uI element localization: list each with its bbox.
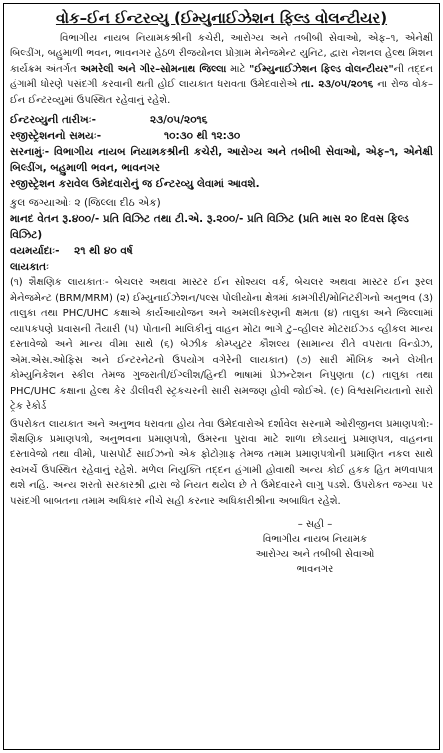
age-row xyxy=(10,243,433,259)
signature-block xyxy=(210,517,420,577)
intro-text-1: વિભાગીય નાયબ નિયામકશ્રીની કચેરી, આરોગ્ય અને તબીબી સેવાઓ, એફ–૧, એનેક્ષી બિલ્ડીંગ, બહુમાળી ભવન, ભાવનગર હેઠળ રીજયોનલ પ્રોગ્રામ મેનેજમેન્ટ યુનિટ, દ્વારા નેશનલ હેલ્થ મિશન કાર્યક્રમ અંતર્ગત xyxy=(10,33,433,75)
address-block xyxy=(10,144,433,192)
job-notice xyxy=(3,3,440,750)
signature-mark: – સહી – xyxy=(297,518,333,530)
address-note: રજીસ્ટ્રેશન કરાવેલ ઉમેદવારોનું જ ઈન્ટરવ્યુ લેવામાં આવશે. xyxy=(10,178,260,191)
age-value: ૨૧ થી ૪૦ વર્ષ xyxy=(74,245,133,258)
intro-text-2: માટે xyxy=(226,63,250,75)
qualifications-text: (૧) શૈક્ષણિક લાયકાતઃ- બેચલર અથવા માસ્ટર ઈન સોશ્યલ વર્ક, બેચલર અથવા માસ્ટર ઈન રૂરલ મેનેજમેન્ટ (BRM/MRM) (૨) ઈમ્યુનાઈઝેશન/પલ્સ પોલીયોના ક્ષેત્રમાં કામગીરી/મોનિટરીંગનો અનુભવ (૩) તાલુકા તથા PHC/UHC કક્ષાએ કાર્યઆયોજન અને અમલીકરણની ક્ષમતા (૪) તાલુકા અને જિલ્લામાં વ્યાપકપણે પ્રવાસની તૈયારી (૫) પોતાની માલિકીનું વાહન મોટા ભાગે ટુ–વ્હીલર મોટરાઈઝ્ડ વ્હીકલ માન્ય દસ્તાવેજો અને માન્ય વીમા સાથે (૬) બેઝીક કોમ્પ્યુટર કૌશલ્ય (સામાન્ય રીતે વપરાતા વિન્ડોઝ, એમ.એસ.ઓફિસ અને ઈન્ટરનેટનો ઉપયોગ વગેરેની લાયકાત) (૭) સારી મૌખિક અને લેખીત કોમ્યુનિકેશન સ્કીલ તેમજ ગુજરાતી/ઈંગ્લીશ/હિન્દી ભાષામાં પ્રેઝન્ટેશન નિપુણતા (૮) તાલુકા તથા PHC/UHC કક્ષાના હેલ્થ કેર ડીલીવરી સ્ટ્રકચરની સારી સમજણ હોવી જોઈએ. (૯) વિશ્વસનિયતાનો સારો ટ્રેક રેકોર્ડ xyxy=(10,277,433,413)
intro-text-3: ની તદ્દન હંગામી ધોરણે પસંદગી કરવાની થતી હોઈ લાયકાત ધરાવતા ઉમેદવારોએ xyxy=(10,63,433,91)
registration-time-value: ૧૦:૩૦ થી ૧૨:૩૦ xyxy=(164,130,241,143)
interview-date-value: ૨૩/૦૫/૨૦૧૬ xyxy=(150,114,208,127)
interview-date-row xyxy=(10,112,433,128)
posts-row xyxy=(10,195,433,211)
signature-line-3: ભાવનગર xyxy=(296,563,334,575)
registration-time-row xyxy=(10,128,433,144)
notice-title: વોક–ઈન ઈન્ટરવ્યુ (ઈમ્યુનાઈઝેશન ફિલ્ડ વોલન્ટીયર) xyxy=(55,9,388,27)
intro-date: તા. ૨૩/૦૫/૨૦૧૬ xyxy=(301,79,374,91)
intro-district: અમરેલી અને ગીર–સોમનાથ જિલ્લા xyxy=(80,63,227,75)
salary-text: માનદ વેતન રૂ.૪૦૦/- પ્રતિ વિઝિટ તથા ટી.એ. રૂ.૨૦૦/- પ્રતિ વિઝિટ (પ્રતિ માસ ૨૦ દિવસ ફિલ્ડ વિઝિટ) xyxy=(10,213,409,242)
intro-post: "ઈમ્યુનાઈઝેશન ફિલ્ડ વોલન્ટીયર" xyxy=(249,63,394,75)
address-label: સરનામુંઃ- xyxy=(10,146,50,159)
interview-date-label: ઈન્ટરવ્યુની તારીખઃ- xyxy=(10,114,96,127)
registration-time-label: રજીસ્ટ્રેશનનો સમયઃ- xyxy=(10,130,102,143)
documents-paragraph: ઉપરોકત લાયકાત અને અનુભવ ધરાવતા હોય તેવા ઉમેદવારોએ દર્શાવેલ સરનામે ઓરીજીનલ પ્રમાણપત્રો:- શૈક્ષણિક પ્રમાણપત્રો, અનુભવના પ્રમાણપત્રો, ઉમરના પુરાવા માટે શાળા છોડયાનું પ્રમાણપત્ર, વાહનના દસ્તાવેજો તથા વીમો, પાસપોર્ટ સાઈઝનો એક ફોટોગ્રાફ તેમજ તમામ પ્રમાણપત્રોની પ્રમાણિત નકલ સાથે સ્વખર્ચે ઉપસ્થિત રહેવાનું રહેશે. મળેલ નિયુક્તિ તદ્દન હંગામી હોવાથી અન્ય કોઈ હકક હિત મળવાપાત્ર થશે નહિ. અન્ય શરતો સરકારશ્રી દ્વારા જે નિયત થયેલ છે તે ઉમેદવારને લાગુ પડશે. ઉપરોકત જગ્યા પર પસંદગી બાબતના તમામ અધિકાર નીચે સહી કરનાર અધિકારીશ્રીના અબાધિત રહેશે. xyxy=(10,418,433,507)
posts-label: કુલ જગ્યાઓઃ xyxy=(10,197,72,210)
address-value: વિભાગીય નાયબ નિયામકશ્રીની કચેરી, આરોગ્ય અને તબીબી સેવાઓ, એફ–૧, એનેક્ષી બિલ્ડીંગ, બહુમાળી ભવન, ભાવનગર xyxy=(10,146,433,175)
intro-paragraph xyxy=(10,31,433,108)
age-label: વયમર્યાદાઃ- xyxy=(10,245,60,258)
qualifications-heading: લાયકાતઃ xyxy=(10,261,50,274)
posts-value: ૨ (જિલ્લા દીઠ એક) xyxy=(71,197,161,210)
signature-line-2: આરોગ્ય અને તબીબી સેવાઓ xyxy=(255,548,375,560)
signature-line-1: વિભાગીય નાયબ નિયામક xyxy=(262,533,368,545)
intro-text-4: ના રોજ વોક–ઈન ઈન્ટરવ્યુમાં ઉપસ્થિત રહેવાનું રહેશે. xyxy=(10,79,433,106)
